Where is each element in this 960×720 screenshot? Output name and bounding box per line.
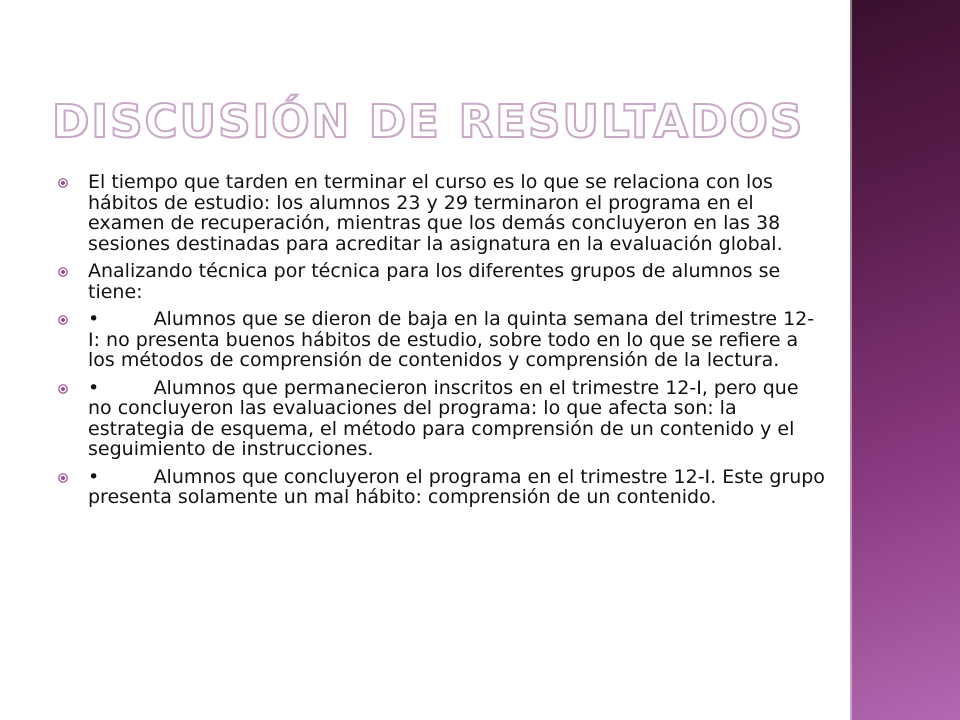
decorative-side-band: [850, 0, 960, 720]
bullet-text: • Alumnos que permanecieron inscritos en el trimestre 12-I, pero que no concluyeron las evaluaciones del programa: lo que afecta son: la estrategia de esquema, el método para comprensión de un contenido y el seguimiento de instrucciones.: [88, 376, 799, 460]
bullet-text: El tiempo que tarden en terminar el curso es lo que se relaciona con los hábitos de estudio: los alumnos 23 y 29 terminaron el programa en el examen de recuperación, mientras que los demás concluyeron en las 38 sesiones destinadas para acreditar la asignatura en la evaluación global.: [88, 171, 783, 255]
slide-title: DISCUSIÓN DE RESULTADOS: [52, 95, 805, 148]
target-icon: [58, 473, 68, 483]
target-icon: [58, 315, 68, 325]
list-item: [56, 378, 826, 460]
bullet-list: [56, 172, 826, 515]
target-icon: [58, 267, 68, 277]
list-item: [56, 261, 826, 302]
bullet-text: • Alumnos que se dieron de baja en la quinta semana del trimestre 12-I: no presenta buenos hábitos de estudio, sobre todo en lo que se refiere a los métodos de comprensión de contenidos y comprensión de la lectura.: [88, 308, 815, 371]
bullet-text: Analizando técnica por técnica para los diferentes grupos de alumnos se tiene:: [88, 260, 781, 303]
target-icon: [58, 178, 68, 188]
target-icon: [58, 384, 68, 394]
bullet-text: • Alumnos que concluyeron el programa en el trimestre 12-I. Este grupo presenta solamente un mal hábito: comprensión de un contenido.: [88, 465, 825, 508]
list-item: [56, 467, 826, 508]
list-item: [56, 309, 826, 371]
list-item: [56, 172, 826, 254]
